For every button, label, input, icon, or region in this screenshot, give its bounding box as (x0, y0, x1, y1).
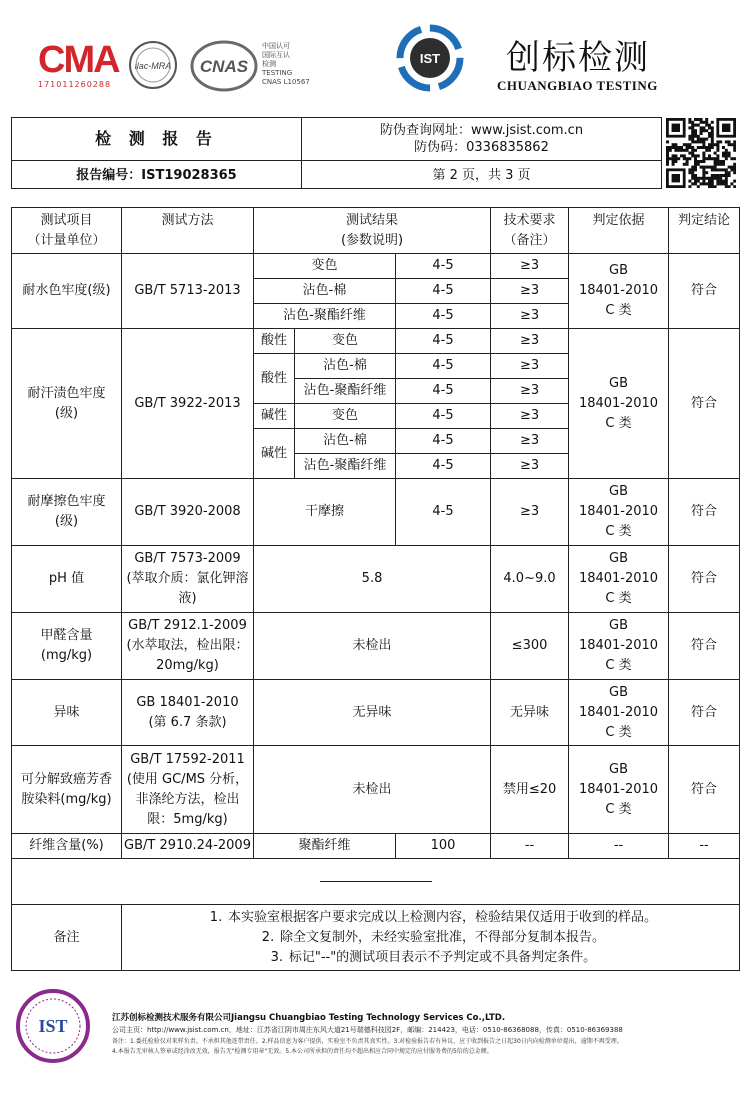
method-rub: GB/T 3920-2008 (122, 479, 254, 546)
ilac-mra-logo (128, 40, 178, 90)
header-conclusion: 判定结论 (669, 208, 740, 254)
item-water: 耐水色牢度(级) (12, 254, 122, 329)
header-result: 测试结果 (参数说明) (254, 208, 491, 254)
ist-logo-icon (396, 24, 464, 92)
table-row: 碱性 变色 4-5 ≥3 (12, 404, 740, 429)
note-line: 3. 标记"--"的测试项目表示不予判定或不具备判定条件。 (270, 949, 597, 965)
item-formaldehyde: 甲醛含量 (mg/kg) (12, 613, 122, 680)
table-row: 纤维含量(%) GB/T 2910.24-2009 聚酯纤维 100 -- -- -- (12, 834, 740, 859)
item-ph: pH 值 (12, 546, 122, 613)
table-row: 沾色-棉 4-5 ≥3 (12, 279, 740, 304)
item-azo: 可分解致癌芳香 胺染料(mg/kg) (12, 746, 122, 834)
footer-address: 公司主页：http://www.jsist.com.cn，地址：江苏省江阴市周庄东风大道21号瑞德科技园2F，邮编：214423，电话：0510-86368088，传真：0510-86369388 (112, 1026, 623, 1034)
item-sweat: 耐汗渍色牢度 (级) (12, 329, 122, 479)
svg-text:CNAS: CNAS (199, 57, 249, 76)
table-row: 沾色-聚酯纤维 4-5 ≥3 (12, 379, 740, 404)
cnas-logo (190, 40, 258, 92)
svg-text:IST: IST (419, 51, 441, 66)
footer-ist-seal-icon (15, 988, 91, 1064)
table-spacer-row (12, 859, 740, 905)
notes-label: 备注 (12, 905, 122, 971)
table-row: 沾色-聚酯纤维 4-5 ≥3 (12, 454, 740, 479)
basis-sweat: GB 18401-2010 C 类 (569, 329, 669, 479)
page-indicator: 第 2 页，共 3 页 (432, 168, 531, 183)
note-line: 1. 本实验室根据客户要求完成以上检测内容，检验结果仅适用于收到的样品。 (209, 909, 658, 925)
table-header-row (12, 208, 740, 254)
header-basis: 判定依据 (569, 208, 669, 254)
header-requirement: 技术要求 （备注） (491, 208, 569, 254)
cma-logo: CMA 171011260288 (38, 39, 119, 89)
method-sweat: GB/T 3922-2013 (122, 329, 254, 479)
table-row: 沾色-聚酯纤维 4-5 ≥3 (12, 304, 740, 329)
method-azo: GB/T 17592-2011 (使用 GC/MS 分析， 非涤纶方法，检出 限：5mg/kg) (122, 746, 254, 834)
table-row: 酸性 沾色-棉 4-5 ≥3 (12, 354, 740, 379)
anti-fake-code: 防伪码：0336835862 (414, 140, 549, 155)
table-row: 耐摩擦色牢度 (级) GB/T 3920-2008 干摩擦 4-5 ≥3 GB 18401-2010 C 类 符合 (12, 479, 740, 546)
qr-code-icon (666, 118, 736, 188)
footer-note-2: 4.本报告无审核人签章或经涂改无效，报告无"检测专用章"无效。5.本公司所承担的责任均不超出相应合同中规定的应付服务费的5倍的总金额。 (112, 1048, 493, 1055)
table-row: 耐汗渍色牢度 (级) GB/T 3922-2013 酸性 变色 4-5 ≥3 GB 18401-2010 C 类 符合 (12, 329, 740, 354)
report-title: 检 测 报 告 (95, 129, 218, 148)
results-table (11, 207, 740, 971)
note-line: 2. 除全文复制外，未经实验室批准，不得部分复制本报告。 (261, 929, 606, 945)
notes-row (12, 905, 740, 971)
cma-number: 171011260288 (38, 80, 112, 89)
item-rub: 耐摩擦色牢度 (级) (12, 479, 122, 546)
anti-fake-info (302, 122, 661, 156)
conclusion-sweat: 符合 (669, 329, 740, 479)
svg-text:ilac-MRA: ilac-MRA (134, 61, 172, 71)
method-ph: GB/T 7573-2009 (萃取介质：氯化钾溶 液) (122, 546, 254, 613)
table-row: 可分解致癌芳香 胺染料(mg/kg) GB/T 17592-2011 (使用 GC/MS 分析， 非涤纶方法，检出 限：5mg/kg) 未检出 禁用≤20 GB 18401-2010 C 类 符合 (12, 746, 740, 834)
separator-line (320, 881, 432, 882)
table-row: pH 值 GB/T 7573-2009 (萃取介质：氯化钾溶 液) 5.8 4.0~9.0 GB 18401-2010 C 类 符合 (12, 546, 740, 613)
method-fiber: GB/T 2910.24-2009 (122, 834, 254, 859)
brand-name-en: CHUANGBIAO TESTING (497, 78, 658, 93)
item-odor: 异味 (12, 680, 122, 746)
table-row: 甲醛含量 (mg/kg) GB/T 2912.1-2009 (水萃取法，检出限： 20mg/kg) 未检出 ≤300 GB 18401-2010 C 类 符合 (12, 613, 740, 680)
svg-text:IST: IST (38, 1016, 68, 1036)
report-number: 报告编号：IST19028365 (76, 168, 237, 183)
method-formaldehyde: GB/T 2912.1-2009 (水萃取法，检出限： 20mg/kg) (122, 613, 254, 680)
header-method: 测试方法 (122, 208, 254, 254)
item-fiber: 纤维含量(%) (12, 834, 122, 859)
table-row: 碱性 沾色-棉 4-5 ≥3 (12, 429, 740, 454)
method-odor: GB 18401-2010 (第 6.7 条款) (122, 680, 254, 746)
report-header (11, 117, 662, 189)
footer-company: 江苏创标检测技术服务有限公司Jiangsu Chuangbiao Testing Technology Services Co.,LTD. (112, 1013, 506, 1023)
header-item: 测试项目 （计量单位） (12, 208, 122, 254)
notes-content (122, 905, 740, 971)
conclusion-water: 符合 (669, 254, 740, 329)
footer-note-1: 备注：1.委托检验仅对来样负责。不承担其他连带责任。2.样品信息为客户提供，实验室不负责其真实性。3.对检验报告若有异议，应于收到报告之日起30日内向检测单位提出，逾期不再受理。 (112, 1038, 623, 1045)
cnas-info: 中国认可 国际互认 检测 TESTING CNAS L10567 (262, 42, 310, 86)
anti-fake-url: 防伪查询网址：www.jsist.com.cn (379, 123, 584, 138)
method-water: GB/T 5713-2013 (122, 254, 254, 329)
table-row: 异味 GB 18401-2010 (第 6.7 条款) 无异味 无异味 GB 18401-2010 C 类 符合 (12, 680, 740, 746)
brand-name-cn: 创标检测 (506, 38, 650, 78)
table-row: 耐水色牢度(级) GB/T 5713-2013 变色 4-5 ≥3 GB 18401-2010 C 类 符合 (12, 254, 740, 279)
basis-water: GB 18401-2010 C 类 (569, 254, 669, 329)
